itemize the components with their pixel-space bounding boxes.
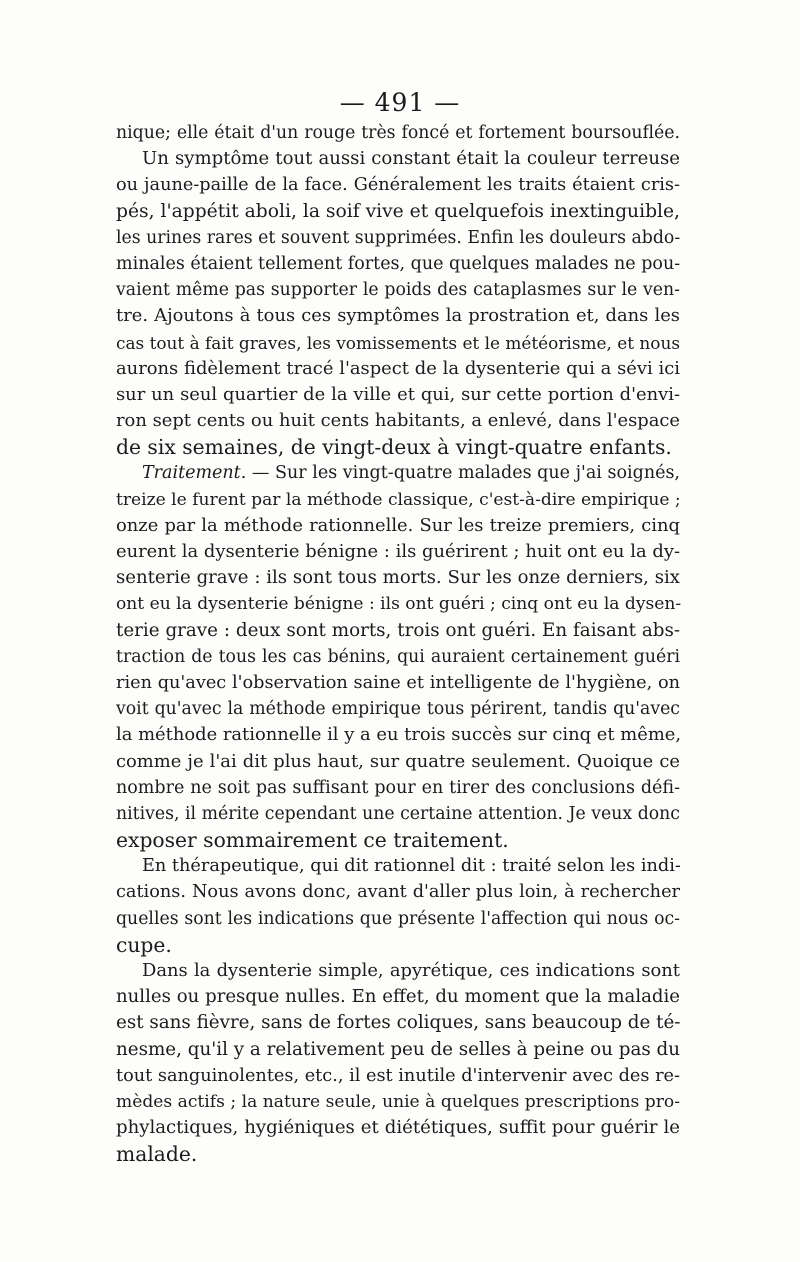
line-text: nique; elle était d'un rouge très foncé et fortement boursouflée.	[116, 123, 680, 143]
text-line	[116, 644, 680, 670]
text-line	[116, 460, 680, 486]
text-line	[116, 303, 680, 329]
line-text: onze par la méthode rationnelle. Sur les treize premiers, cinq	[116, 514, 680, 536]
line-text: eurent la dysenterie bénigne : ils guérirent ; huit ont eu la dy-	[116, 541, 680, 562]
line-text: est sans fièvre, sans de fortes coliques, sans beaucoup de té-	[116, 1012, 681, 1034]
text-line	[116, 879, 680, 905]
text-line	[116, 618, 680, 644]
line-text: Un symptôme tout aussi constant était la couleur terreuse	[142, 148, 680, 170]
text-line	[116, 565, 680, 591]
line-text: sur un seul quartier de la ville et qui, sur cette portion d'envi-	[116, 383, 680, 405]
text-line	[116, 1063, 680, 1089]
text-line	[116, 696, 680, 722]
text-line	[116, 591, 680, 617]
line-text: de six semaines, de vingt-deux à vingt-quatre enfants.	[116, 435, 672, 460]
line-text: cations. Nous avons donc, avant d'aller plus loin, à rechercher	[116, 882, 680, 903]
line-text: tout sanguinolentes, etc., il est inutile d'intervenir avec des re-	[116, 1065, 680, 1086]
line-text: nombre ne soit pas suffisant pour en tirer des conclusions défi-	[116, 777, 680, 798]
line-text: senterie grave : ils sont tous morts. Sur les onze derniers, six	[116, 567, 680, 589]
line-text: — Sur les vingt-quatre malades que j'ai soignés,	[246, 463, 680, 484]
section-heading: Traitement.	[142, 463, 247, 484]
text-line	[116, 225, 680, 251]
page-number: — 491 —	[339, 88, 461, 117]
text-line	[116, 906, 680, 932]
line-text: la méthode rationnelle il y a eu trois succès sur cinq et même,	[116, 724, 682, 746]
line-text: phylactiques, hygiéniques et diététiques, suffit pour guérir le	[116, 1117, 680, 1139]
line-text: traction de tous les cas bénins, qui auraient certainement guéri	[116, 646, 680, 667]
line-text: nulles ou presque nulles. En effet, du moment que la maladie	[116, 986, 680, 1008]
text-line	[116, 513, 680, 539]
text-line	[116, 984, 680, 1010]
text-line	[116, 1010, 680, 1036]
text-line	[116, 1141, 680, 1167]
text-line	[116, 827, 680, 853]
text-line	[116, 120, 680, 146]
text-line	[116, 853, 680, 879]
line-text: tre. Ajoutons à tous ces symptômes la prostration et, dans les	[116, 305, 680, 327]
line-text: rien qu'avec l'observation saine et intelligente de l'hygiène, on	[116, 672, 680, 693]
text-line	[116, 172, 680, 198]
line-text: malade.	[116, 1142, 198, 1167]
line-text: les urines rares et souvent supprimées. Enfin les douleurs abdo-	[116, 227, 681, 248]
line-text: aurons fidèlement tracé l'aspect de la dysenterie qui a sévi ici	[116, 357, 680, 379]
text-line	[116, 1115, 680, 1141]
line-text: ou jaune-paille de la face. Généralement les traits étaient cris-	[116, 175, 680, 196]
text-line	[116, 801, 680, 827]
text-line	[116, 356, 680, 382]
text-line	[116, 932, 680, 958]
line-text: En thérapeutique, qui dit rationnel dit : traité selon les indi-	[142, 856, 681, 877]
text-line	[116, 199, 680, 225]
line-text: cupe.	[116, 932, 172, 957]
text-line	[116, 775, 680, 801]
line-text: mèdes actifs ; la nature seule, unie à quelques prescriptions pro-	[116, 1091, 680, 1112]
text-line	[116, 382, 680, 408]
line-text: ron sept cents ou huit cents habitants, a enlevé, dans l'espace	[116, 410, 680, 432]
text-line	[116, 1089, 680, 1115]
line-text: terie grave : deux sont morts, trois ont guéri. En faisant abs-	[116, 619, 680, 641]
line-text: voit qu'avec la méthode empirique tous périrent, tandis qu'avec	[116, 699, 680, 720]
text-line	[116, 487, 680, 513]
text-line	[116, 277, 680, 303]
text-line	[116, 251, 680, 277]
line-text: comme je l'ai dit plus haut, sur quatre seulement. Quoique ce	[116, 750, 680, 772]
line-text: treize le furent par la méthode classique, c'est-à-dire empirique ;	[116, 489, 681, 510]
line-text: exposer sommairement ce traitement.	[116, 828, 509, 853]
body-text	[116, 120, 680, 1168]
line-text: cas tout à fait graves, les vomissements et le météorisme, et nous	[116, 332, 680, 353]
line-text: vaient même pas supporter le poids des cataplasmes sur le ven-	[116, 280, 680, 301]
line-text: ont eu la dysenterie bénigne : ils ont guéri ; cinq ont eu la dysen-	[116, 594, 682, 615]
line-text: quelles sont les indications que présente l'affection qui nous oc-	[116, 908, 680, 929]
text-line	[116, 1037, 680, 1063]
line-text: nesme, qu'il y a relativement peu de selles à peine ou pas du	[116, 1038, 681, 1060]
text-line	[116, 146, 680, 172]
text-line	[116, 749, 680, 775]
line-text: minales étaient tellement fortes, que quelques malades ne pou-	[116, 253, 681, 274]
text-line	[116, 670, 680, 696]
line-text: nitives, il mérite cependant une certaine attention. Je veux donc	[116, 803, 680, 824]
line-text: pés, l'appétit aboli, la soif vive et quelquefois inextinguible,	[116, 200, 681, 222]
text-line	[116, 958, 680, 984]
text-line	[116, 408, 680, 434]
line-text: Dans la dysenterie simple, apyrétique, ces indications sont	[142, 960, 680, 981]
text-line	[116, 434, 680, 460]
text-line	[116, 722, 680, 748]
text-line	[116, 539, 680, 565]
text-line	[116, 330, 680, 356]
